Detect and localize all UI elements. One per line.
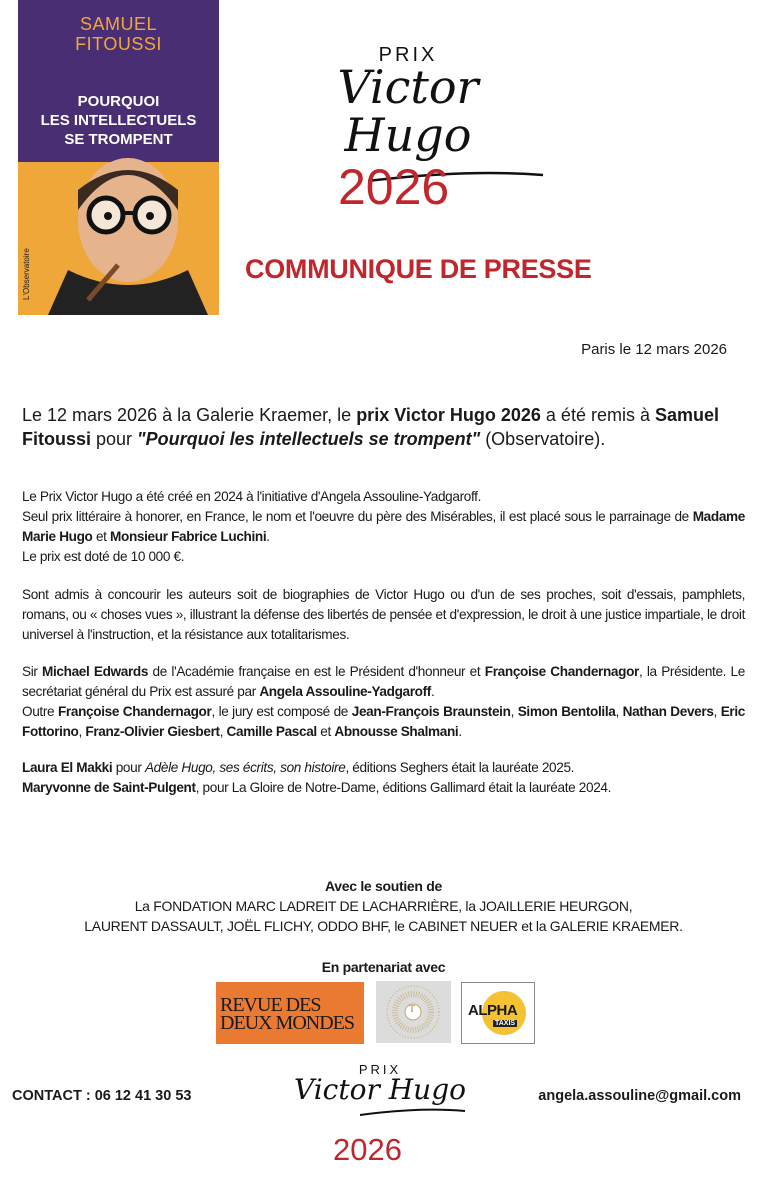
footer-year: 2026	[333, 1132, 402, 1167]
lead-paragraph: Le 12 mars 2026 à la Galerie Kraemer, le prix Victor Hugo 2026 a été remis à Samuel Fitoussi pour "Pourquoi les intellectuels se trompent" (Observatoire).	[22, 405, 719, 449]
cover-title: POURQUOI LES INTELLECTUELS SE TROMPENT	[40, 93, 197, 148]
cover-portrait-illustration	[48, 150, 208, 315]
sun-t-logo: T	[376, 981, 451, 1043]
alpha-taxis-logo: ALPHA TAXIS	[461, 982, 535, 1044]
dateline: Paris le 12 mars 2026	[581, 341, 727, 358]
prix-victor-hugo-logo: PRIX Victor Hugo	[268, 44, 548, 189]
revue-des-deux-mondes-logo: REVUE DES DEUX MONDES	[216, 982, 364, 1044]
prix-year: 2026	[338, 159, 450, 215]
contact-phone: CONTACT : 06 12 41 30 53	[12, 1088, 192, 1104]
book-cover	[18, 0, 219, 315]
footer-prix-logo: PRIX Victor Hugo	[290, 1062, 470, 1119]
cover-author: SAMUEL FITOUSSI	[75, 14, 162, 54]
support-section: Avec le soutien de La FONDATION MARC LADREIT DE LACHARRIÈRE, la JOAILLERIE HEURGON, LAURENT DASSAULT, JOËL FLICHY, ODDO BHF, le CABINET NEUER et la GALERIE KRAEMER.	[84, 878, 683, 934]
press-release-heading: COMMUNIQUE DE PRESSE	[245, 254, 592, 284]
partners-title: En partenariat avec	[321, 959, 446, 975]
paragraph-laureates: Laura El Makki pour Adèle Hugo, ses écrits, son histoire, éditions Seghers était la lauréate 2025. Maryvonne de Saint-Pulgent, pour La Gloire de Notre-Dame, éditions Gallimard était la lauréate 2024.	[22, 760, 612, 795]
cover-publisher: L'Observatoire	[22, 248, 31, 300]
paragraph-eligibility: Sont admis à concourir les auteurs soit de biographies de Victor Hugo ou d'un de ses proches, soit d'essais, pamphlets, romans, ou « choses vues », illustrant la défense des libertés de pensée et d'expression, le droit à une justice impartiale, le droit universel à l'instruction, et la résistance aux totalitarismes.	[22, 587, 746, 642]
paragraph-jury: Sir Michael Edwards de l'Académie française en est le Président d'honneur et Françoise Chandernagor, la Présidente. Le secrétariat général du Prix est assuré par Angela Assouline-Yadgaroff. Outre Françoise Chandernagor, le jury est composé de Jean-François Braunstein, Simon Bentolila, Nathan Devers, Eric Fottorino, Franz-Olivier Giesbert, Camille Pascal et Abnousse Shalmani.	[22, 664, 745, 739]
paragraph-founding: Le Prix Victor Hugo a été créé en 2024 à l'initiative d'Angela Assouline-Yadgaroff. Seul prix littéraire à honorer, en France, le nom et l'oeuvre du père des Misérables, il est placé sous le parrainage de Madame Marie Hugo et Monsieur Fabrice Luchini. Le prix est doté de 10 000 €.	[22, 489, 745, 564]
contact-email[interactable]: angela.assouline@gmail.com	[538, 1088, 741, 1104]
